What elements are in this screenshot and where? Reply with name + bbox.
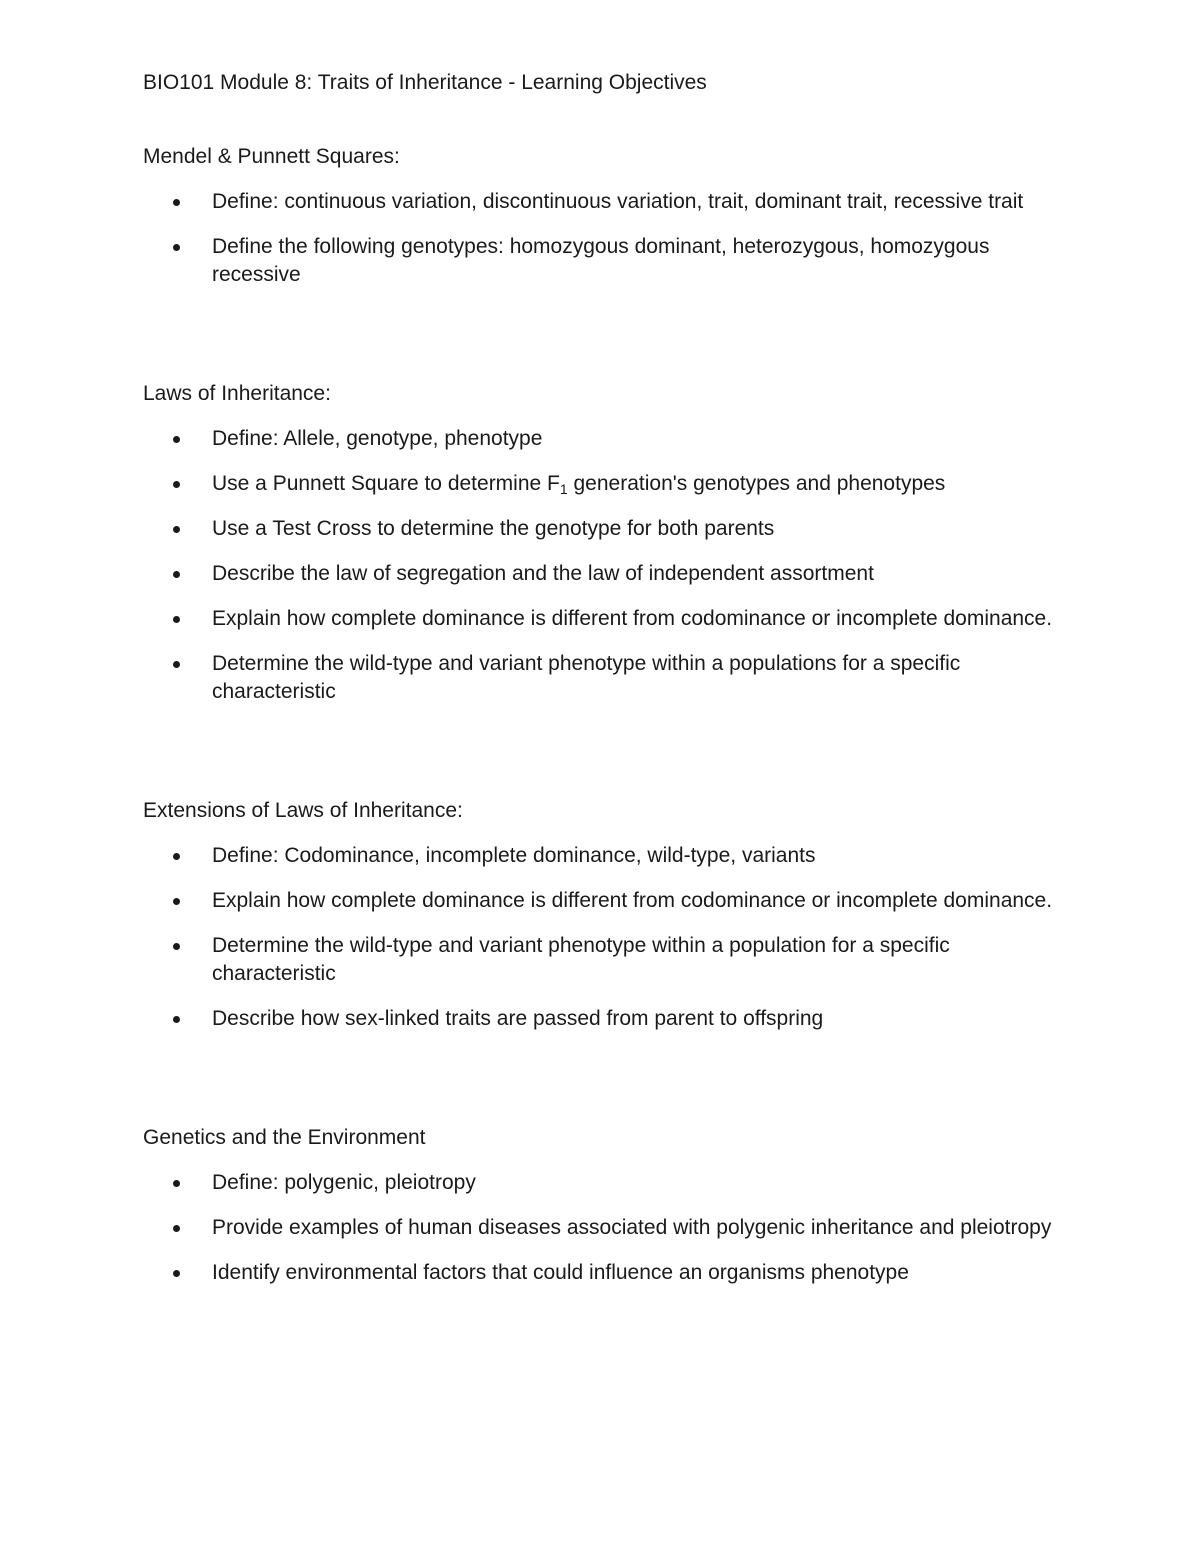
bullet-item [143,560,1063,588]
bullet-dot-icon [173,244,180,251]
bullet-dot-icon [173,943,180,950]
bullet-item [143,233,1063,289]
bullet-dot-icon [173,1225,180,1232]
bullet-text: Use a Test Cross to determine the genotype for both parents [212,517,775,540]
bullet-item [143,1259,1063,1287]
bullet-list [143,842,1063,1033]
bullet-text: Determine the wild-type and variant phenotype within a populations for a specific characteristic [212,652,961,703]
section-mendel-punnett [143,143,1063,289]
bullet-dot-icon [173,571,180,578]
bullet-item [143,425,1063,453]
bullet-list [143,425,1063,706]
bullet-dot-icon [173,898,180,905]
bullet-text: Determine the wild-type and variant phenotype within a population for a specific characteristic [212,934,950,985]
bullet-text: Explain how complete dominance is different from codominance or incomplete dominance. [212,607,1053,630]
bullet-dot-icon [173,481,180,488]
bullet-item [143,605,1063,633]
bullet-item [143,1214,1063,1242]
section-extensions-of-laws [143,797,1063,1033]
bullet-item [143,842,1063,870]
bullet-dot-icon [173,199,180,206]
bullet-text: Define: polygenic, pleiotropy [212,1171,476,1194]
bullet-text: Explain how complete dominance is different from codominance or incomplete dominance. [212,889,1053,912]
bullet-dot-icon [173,436,180,443]
bullet-dot-icon [173,1016,180,1023]
bullet-list [143,1169,1063,1287]
bullet-text [212,472,945,495]
section-heading: Laws of Inheritance: [143,382,331,405]
bullet-item [143,932,1063,988]
subscript: 1 [559,481,568,497]
section-laws-of-inheritance [143,380,1063,706]
bullet-dot-icon [173,526,180,533]
bullet-text: Define: Allele, genotype, phenotype [212,427,543,450]
section-genetics-environment [143,1124,1063,1287]
bullet-dot-icon [173,1180,180,1187]
bullet-text: Describe how sex-linked traits are passed from parent to offspring [212,1007,824,1030]
bullet-dot-icon [173,661,180,668]
bullet-text-part: Use a Punnett Square to determine F [212,472,560,495]
bullet-text: Define the following genotypes: homozygous dominant, heterozygous, homozygous recessive [212,235,990,286]
bullet-item [143,1005,1063,1033]
bullet-text: Define: Codominance, incomplete dominance, wild-type, variants [212,844,816,867]
bullet-text: Describe the law of segregation and the law of independent assortment [212,562,874,585]
bullet-dot-icon [173,616,180,623]
bullet-list [143,188,1063,289]
bullet-item [143,650,1063,706]
bullet-dot-icon [173,1270,180,1277]
section-heading: Extensions of Laws of Inheritance: [143,799,463,822]
bullet-text: Provide examples of human diseases associated with polygenic inheritance and pleiotropy [212,1216,1052,1239]
section-heading: Mendel & Punnett Squares: [143,145,400,168]
bullet-text: Define: continuous variation, discontinuous variation, trait, dominant trait, recessive trait [212,190,1024,213]
document-title: BIO101 Module 8: Traits of Inheritance - Learning Objectives [143,71,707,94]
bullet-item [143,1169,1063,1197]
bullet-dot-icon [173,853,180,860]
bullet-item [143,887,1063,915]
bullet-item [143,188,1063,216]
bullet-item [143,470,1063,498]
bullet-text: Identify environmental factors that could influence an organisms phenotype [212,1261,909,1284]
bullet-item [143,515,1063,543]
section-heading: Genetics and the Environment [143,1126,426,1149]
bullet-text-part: generation's genotypes and phenotypes [567,472,946,495]
